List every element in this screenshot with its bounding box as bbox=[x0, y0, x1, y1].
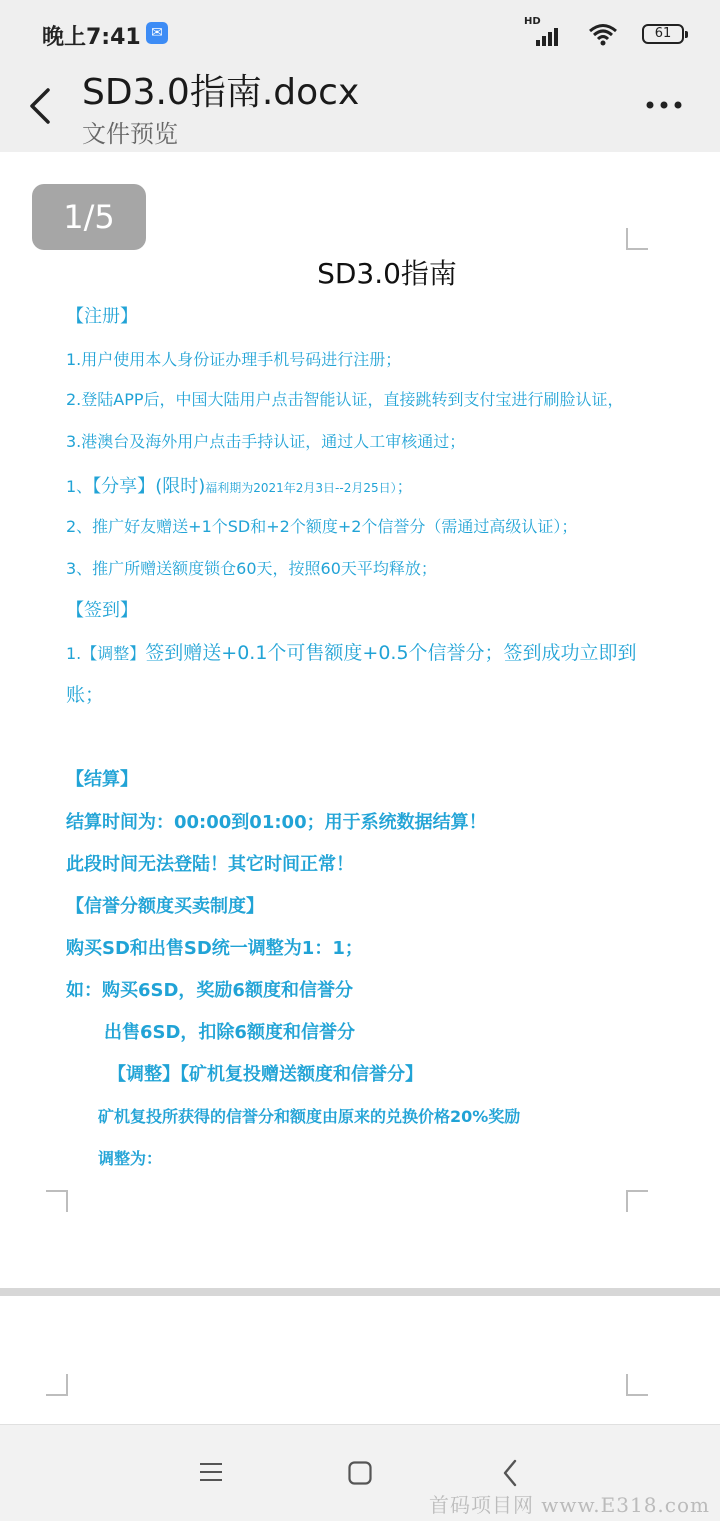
back-arrow-icon[interactable] bbox=[26, 86, 56, 126]
adjust-line-2: 调整为： bbox=[98, 1149, 163, 1168]
document-title: SD3.0指南.docx bbox=[82, 72, 360, 113]
register-line-2: 2.登陆APP后，中国大陆用户点击智能认证，直接跳转到支付宝进行刷脸认证， bbox=[66, 390, 624, 409]
credit-line-2: 如：购买6SD，奖励6额度和信誉分 bbox=[66, 980, 353, 1001]
battery-icon: 61 bbox=[642, 24, 684, 44]
page-corner-mark bbox=[46, 1374, 68, 1396]
section-settle-heading: 【结算】 bbox=[66, 769, 138, 790]
signin-line-2: 账； bbox=[66, 684, 105, 706]
page-divider bbox=[0, 1288, 720, 1296]
section-signin-heading: 【签到】 bbox=[66, 600, 138, 621]
share-line-3: 3、推广所赠送额度锁仓60天，按照60天平均释放； bbox=[66, 559, 437, 578]
register-line-1: 1.用户使用本人身份证办理手机号码进行注册； bbox=[66, 350, 402, 369]
share-prefix: 1、 bbox=[66, 477, 93, 496]
signin-line-1 bbox=[66, 638, 637, 665]
settle-line-1: 结算时间为：00:00到01:00；用于系统数据结算！ bbox=[66, 812, 487, 833]
share-suffix: ； bbox=[396, 477, 413, 496]
section-adjust-heading: 【调整】【矿机复投赠送额度和信誉分】 bbox=[108, 1064, 423, 1085]
adjust-line-1: 矿机复投所获得的信誉分和额度由原来的兑换价格20%奖励 bbox=[98, 1107, 521, 1126]
share-period: 福利期为2021年2月3日--2月25日） bbox=[205, 481, 397, 495]
page-corner-mark bbox=[46, 1190, 68, 1212]
settle-line-2: 此段时间无法登陆！其它时间正常！ bbox=[66, 854, 354, 875]
document-subtitle: 文件预览 bbox=[82, 120, 178, 148]
credit-line-1: 购买SD和出售SD统一调整为1：1； bbox=[66, 938, 363, 959]
credit-line-3: 出售6SD，扣除6额度和信誉分 bbox=[104, 1022, 355, 1043]
hd-label: HD bbox=[524, 16, 541, 27]
document-heading: SD3.0指南 bbox=[317, 257, 457, 290]
notification-app-icon: ✉ bbox=[146, 22, 168, 44]
page-corner-mark bbox=[626, 228, 648, 250]
status-time: 晚上7:41 bbox=[42, 25, 141, 50]
wifi-icon bbox=[588, 22, 618, 46]
section-register-heading: 【注册】 bbox=[66, 306, 138, 327]
section-credit-heading: 【信誉分额度买卖制度】 bbox=[66, 896, 264, 917]
page-indicator: 1/5 bbox=[32, 184, 146, 250]
home-icon[interactable] bbox=[348, 1461, 372, 1485]
signin-prefix: 1.【调整】 bbox=[66, 644, 146, 663]
signin-text: 签到赠送+0.1个可售额度+0.5个信誉分；签到成功立即到 bbox=[145, 642, 637, 664]
share-line-1 bbox=[66, 472, 413, 498]
navigation-bar bbox=[0, 1424, 720, 1521]
nav-back-icon[interactable] bbox=[502, 1459, 518, 1487]
app-bar bbox=[0, 64, 720, 152]
more-options-icon[interactable] bbox=[644, 98, 684, 112]
share-line-2: 2、推广好友赠送+1个SD和+2个额度+2个信誉分（需通过高级认证）； bbox=[66, 517, 578, 536]
recent-apps-icon[interactable] bbox=[200, 1462, 222, 1482]
page-corner-mark bbox=[626, 1190, 648, 1212]
share-limited: (限时) bbox=[155, 476, 206, 497]
register-line-3: 3.港澳台及海外用户点击手持认证，通过人工审核通过； bbox=[66, 432, 466, 451]
watermark: 首码项目网 www.E318.com bbox=[428, 1493, 710, 1517]
signal-icon bbox=[524, 16, 558, 48]
page-corner-mark bbox=[626, 1374, 648, 1396]
share-heading: 【分享】 bbox=[92, 476, 156, 497]
status-bar bbox=[0, 0, 720, 64]
